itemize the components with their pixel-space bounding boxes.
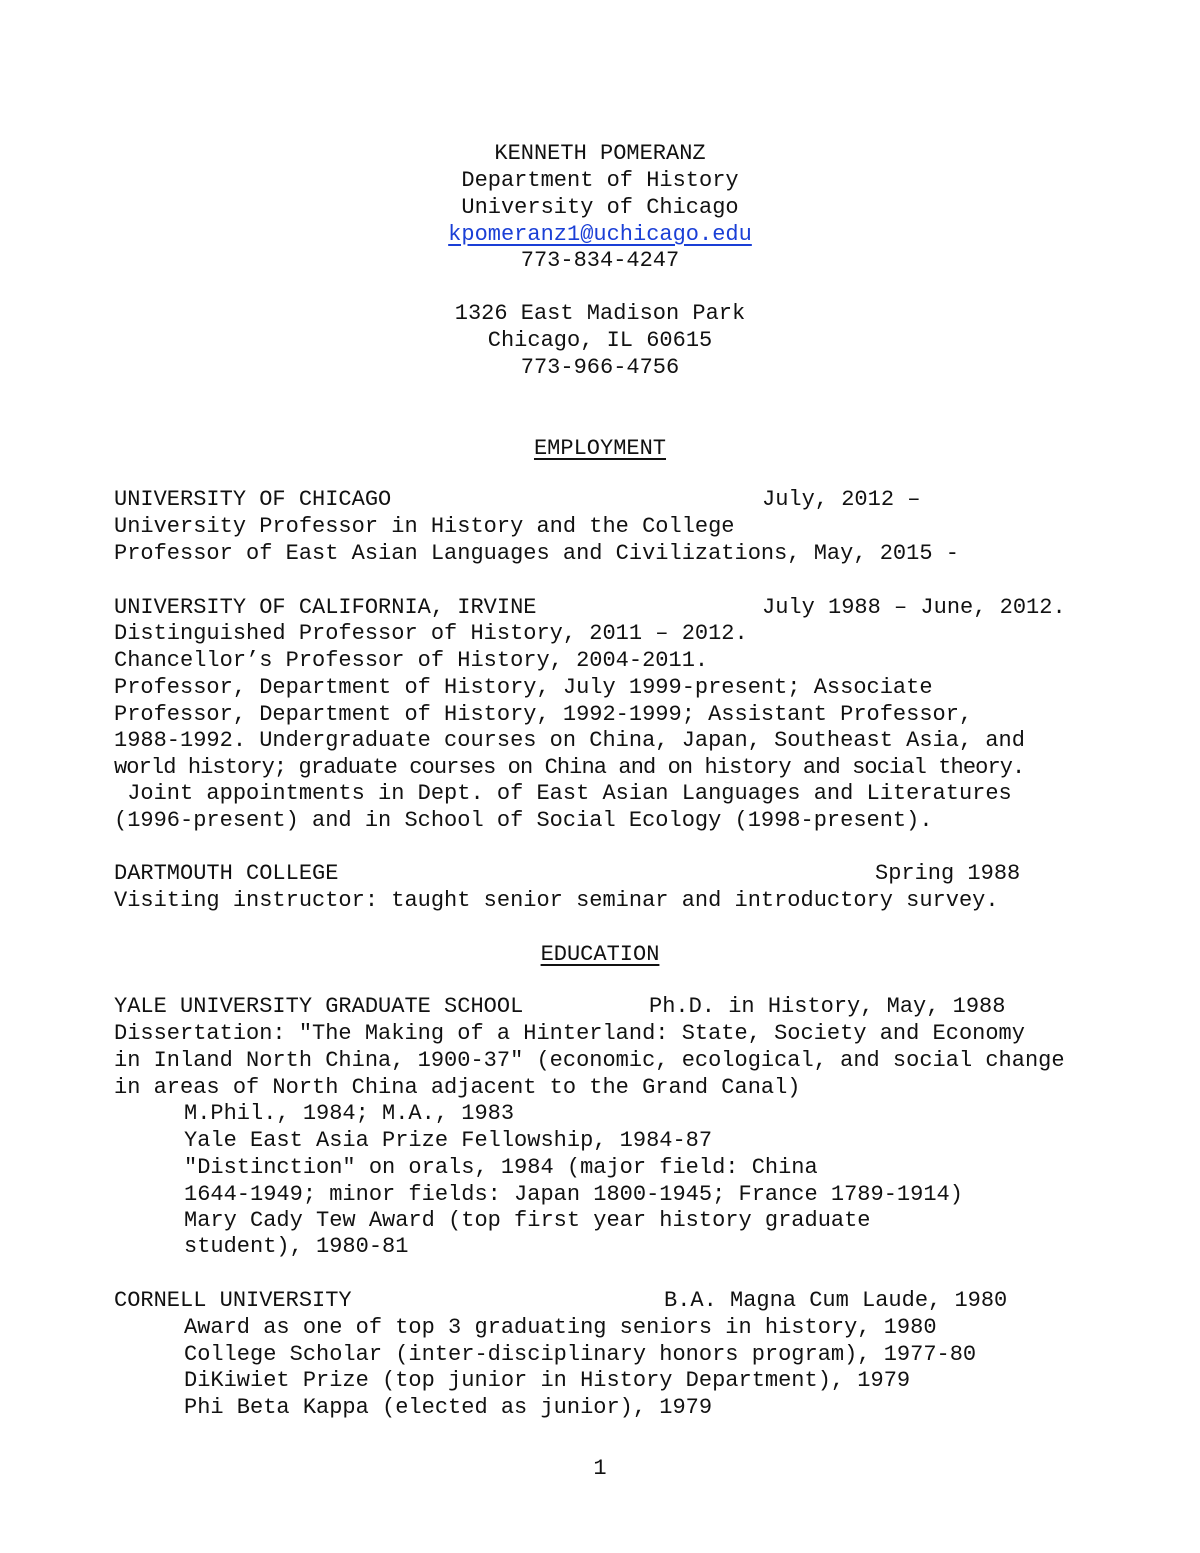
education-subline: Yale East Asia Prize Fellowship, 1984-87: [184, 1128, 713, 1153]
email-line: [0, 222, 1200, 248]
office-phone: 773-834-4247: [520, 248, 680, 273]
education-subline: "Distinction" on orals, 1984 (major field: China: [184, 1155, 818, 1180]
employment-line: world history; graduate courses on China and on history and social theory.: [114, 755, 1025, 780]
employer-uci: UNIVERSITY OF CALIFORNIA, IRVINE: [114, 595, 537, 620]
employment-line: (1996-present) and in School of Social Ecology (1998-present).: [114, 808, 933, 833]
education-subline: Award as one of top 3 graduating seniors in history, 1980: [184, 1315, 937, 1340]
school-cornell-degree: B.A. Magna Cum Laude, 1980: [664, 1288, 1008, 1313]
employment-line: 1988-1992. Undergraduate courses on China, Japan, Southeast Asia, and: [114, 728, 1025, 753]
education-heading: EDUCATION: [540, 942, 660, 967]
education-subline: Phi Beta Kappa (elected as junior), 1979: [184, 1395, 713, 1420]
email-link[interactable]: kpomeranz1@uchicago.edu: [448, 222, 752, 247]
employment-line: Distinguished Professor of History, 2011 – 2012.: [114, 621, 748, 646]
employment-line: University Professor in History and the College: [114, 514, 735, 539]
cv-name: KENNETH POMERANZ: [494, 141, 706, 166]
employer-dartmouth: DARTMOUTH COLLEGE: [114, 861, 339, 886]
education-line: in areas of North China adjacent to the Grand Canal): [114, 1075, 801, 1100]
employment-line: Professor of East Asian Languages and Civilizations, May, 2015 -: [114, 541, 959, 566]
education-subline: 1644-1949; minor fields: Japan 1800-1945; France 1789-1914): [184, 1182, 963, 1207]
page-number: 1: [593, 1456, 607, 1481]
education-line: Dissertation: "The Making of a Hinterland: State, Society and Economy: [114, 1021, 1025, 1046]
education-subline: student), 1980-81: [184, 1234, 409, 1259]
university: University of Chicago: [461, 195, 739, 220]
employment-line: Professor, Department of History, July 1999-present; Associate: [114, 675, 933, 700]
employment-line: Visiting instructor: taught senior seminar and introductory survey.: [114, 888, 999, 913]
employer-chicago: UNIVERSITY OF CHICAGO: [114, 487, 392, 512]
education-subline: Mary Cady Tew Award (top first year history graduate: [184, 1208, 871, 1233]
employment-line: Joint appointments in Dept. of East Asian Languages and Literatures: [114, 781, 1012, 806]
education-subline: College Scholar (inter-disciplinary honors program), 1977-80: [184, 1342, 977, 1367]
employer-uci-dates: July 1988 – June, 2012.: [762, 595, 1066, 620]
employment-line: Professor, Department of History, 1992-1999; Assistant Professor,: [114, 702, 973, 727]
home-street: 1326 East Madison Park: [454, 301, 746, 326]
school-yale: YALE UNIVERSITY GRADUATE SCHOOL: [114, 994, 524, 1019]
employer-chicago-dates: July, 2012 –: [762, 487, 921, 512]
department: Department of History: [461, 168, 739, 193]
school-yale-degree: Ph.D. in History, May, 1988: [649, 994, 1006, 1019]
employment-line: Chancellor’s Professor of History, 2004-2011.: [114, 648, 709, 673]
employment-heading: EMPLOYMENT: [533, 436, 667, 461]
education-line: in Inland North China, 1900-37" (economic, ecological, and social change: [114, 1048, 1065, 1073]
home-city: Chicago, IL 60615: [487, 328, 713, 353]
employer-dartmouth-dates: Spring 1988: [875, 861, 1021, 886]
school-cornell: CORNELL UNIVERSITY: [114, 1288, 352, 1313]
home-phone: 773-966-4756: [520, 355, 680, 380]
education-subline: DiKiwiet Prize (top junior in History Department), 1979: [184, 1368, 911, 1393]
education-subline: M.Phil., 1984; M.A., 1983: [184, 1101, 515, 1126]
